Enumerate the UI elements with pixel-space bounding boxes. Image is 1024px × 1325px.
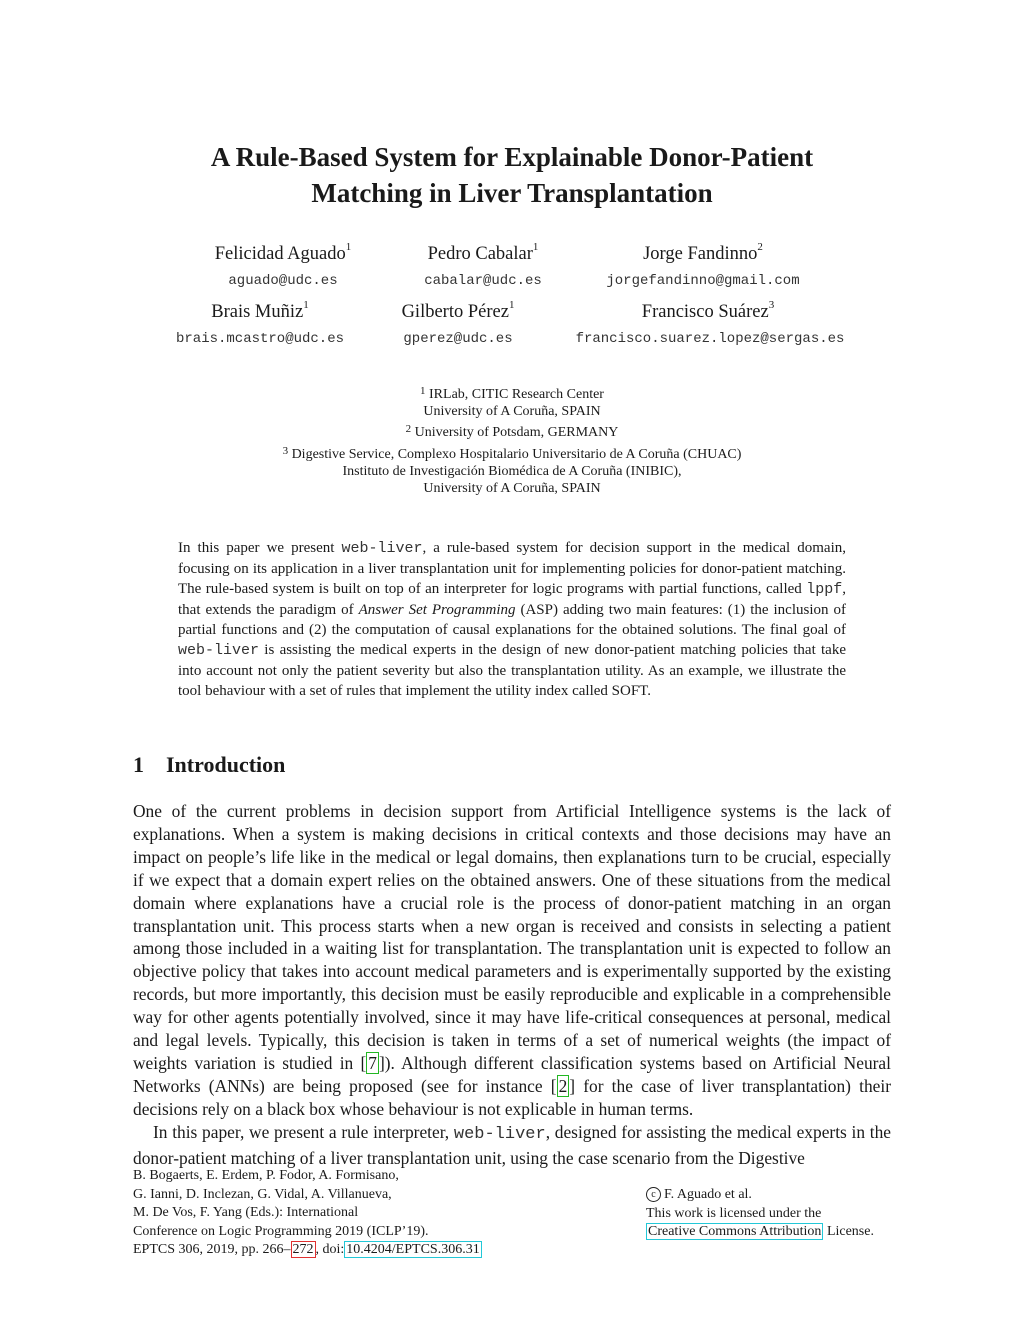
footer-license: c F. Aguado et al. This work is licensed under the Creative Commons Attribution License. (646, 1187, 874, 1239)
footer-citation: B. Bogaerts, E. Erdem, P. Fodor, A. Formisano, G. Ianni, D. Inclezan, G. Vidal, A. Villanueva, M. De Vos, F. Yang (Eds.): International Conference on Logic Programming 2019 (ICLP’19). EPTCS 306, 2019, pp. 266– 272 , doi: 10.4204/EPTCS.306.31 (133, 1168, 480, 1257)
citation-link[interactable]: 2 (558, 1075, 568, 1096)
author-name: Gilberto Pérez$^1$ (401, 299, 515, 322)
author-email: brais.mcastro@udc.es (175, 331, 345, 347)
abstract: In this paper we present web-liver, a rule-based system for decision support in the medical domain, focusing on its application in a liver transplantation unit for implementing policies for donor-patient matching. The rule-based system is built on top of an interpreter for logic programs with partial functions, called lppf, that extends the paradigm of Answer Set Programming (ASP) adding two main features: (1) the inclusion of partial functions and (2) the computation of causal explanations for the obtained solutions. The final goal of web-liver is assisting the medical experts in the design of new donor-patient matching policies that take into account not only the patient severity but also the transplantation utility. As an example, we illustrate the tool behaviour with a set of rules that implement the utility index called SOFT. (178, 540, 846, 699)
paper-title-line1: A Rule-Based System for Explainable Donor-Patient (210, 142, 814, 172)
affiliation-2: $^2$ University of Potsdam, GERMANY (405, 423, 619, 440)
paper-title-line2: Matching in Liver Transplantation (311, 178, 713, 208)
author-name: Francisco Suárez$^3$ (641, 299, 775, 322)
author-email: cabalar@udc.es (424, 273, 542, 289)
paragraph: One of the current problems in decision support from Artificial Intelligence systems is the lack of explanations. When a system is making decisions in critical contexts and those decisions may have an impact on people’s life like in the medical or legal domains, then explanations turn to be crucial, especially if we expect that a domain expert relies on the obtained answers. One of these situations from the medical domain where explanations have a crucial role is the process of donor-patient matching in an organ transplantation unit. This process starts when a new organ is received and consists in selecting a patient among those included in a waiting list for transplantation. The transplantation unit is expected to follow an objective policy that takes into account medical parameters and is experimentally supported by the existing records, but more importantly, this decision must be easily reproducible and explicable in a comprehensible way for other agents potentially involved, since it may have life-critical consequences at personal, medical and legal levels. Typically, this decision is taken in terms of a set of numerical weights (the impact of weights variation is studied in [ 7 ]). Although different classification systems based on Artificial Neural Networks (ANNs) are being proposed (see for instance [ 2 ] for the case of liver transplantation) their decisions rely on a black box whose behaviour is not explicable in human terms. (133, 801, 891, 1119)
doi-link[interactable]: 10.4204/EPTCS.306.31 (346, 1242, 480, 1257)
affiliation-1: $^1$ IRLab, CITIC Research Center University of A Coruña, SPAIN (420, 385, 604, 419)
author-email: francisco.suarez.lopez@sergas.es (575, 331, 845, 347)
author-email: jorgefandinno@gmail.com (606, 273, 800, 289)
author-name: Felicidad Aguado$^1$ (214, 241, 352, 264)
section-title: Introduction (166, 752, 286, 777)
affiliation-3: $^3$ Digestive Service, Complexo Hospitalario Universitario de A Coruña (CHUAC) Instituto de Investigación Biomédica de A Coruña (INIBIC), University of A Coruña, SPAIN (282, 445, 742, 496)
code-web-liver: web-liver (453, 1124, 546, 1144)
code-lppf: lppf (806, 581, 843, 598)
citation-link[interactable]: 7 (368, 1052, 377, 1073)
paragraph: In this paper, we present a rule interpreter, web-liver, designed for assisting the medical experts in the donor-patient matching of a liver transplantation unit, using the case scenario from the Digestive (133, 1121, 891, 1168)
code-web-liver: web-liver (178, 642, 260, 659)
code-web-liver: web-liver (341, 540, 423, 557)
author-name: Pedro Cabalar$^1$ (427, 241, 539, 264)
author-name: Jorge Fandinno$^2$ (643, 241, 763, 264)
copyright-icon: c (646, 1187, 661, 1202)
section-heading (133, 752, 285, 778)
author-name: Brais Muñiz$^1$ (211, 299, 309, 322)
body-text (133, 800, 891, 1170)
author-email: aguado@udc.es (228, 273, 338, 289)
page-link[interactable]: 272 (292, 1242, 314, 1257)
author-email: gperez@udc.es (403, 331, 513, 347)
license-link[interactable]: Creative Commons Attribution (648, 1224, 822, 1239)
section-number: 1 (133, 752, 144, 777)
